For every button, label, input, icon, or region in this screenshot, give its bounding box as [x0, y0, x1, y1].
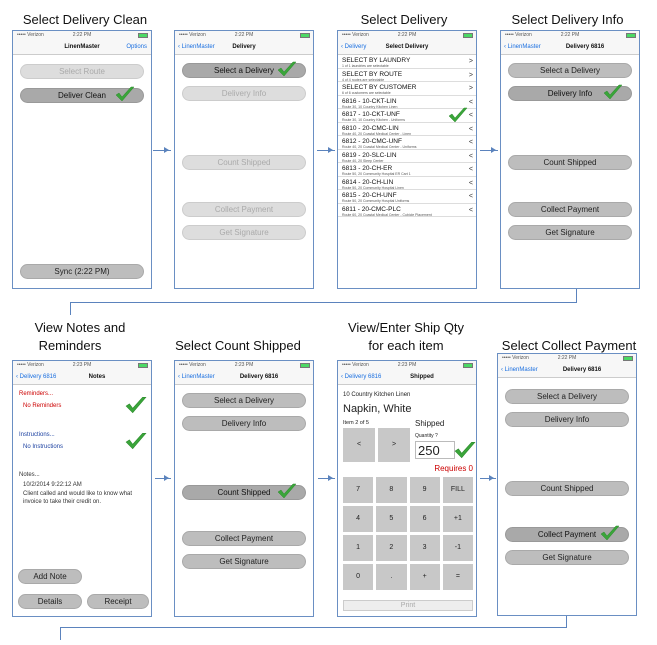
carrier-label: ••••• Verizon	[179, 362, 206, 368]
list-item-subtitle: Route 60, 20 Coastal Medical Center - Cubicle Placement	[342, 212, 432, 217]
status-time: 2:23 PM	[397, 362, 417, 368]
status-bar	[175, 31, 313, 40]
select-delivery-label: Select a Delivery	[213, 66, 275, 75]
delivery-info-button[interactable]: Delivery Info	[505, 412, 629, 427]
reminders-heading: Reminders...	[19, 391, 54, 397]
list-item-subtitle: Route 30, 10 Country Kitchen Linen	[342, 104, 398, 109]
phone-screen-notes	[12, 360, 152, 617]
list-item[interactable]	[338, 150, 476, 164]
battery-icon	[463, 33, 473, 38]
keypad-key[interactable]: 5	[376, 506, 406, 532]
note-date: 10/2/2014 9:22:12 AM	[23, 482, 82, 488]
nav-title: Delivery 6816	[239, 374, 279, 380]
back-button[interactable]: ‹ LinenMaster	[501, 367, 538, 373]
item-count: Item 2 of 5	[343, 420, 369, 426]
chevron-left-icon: <	[468, 179, 473, 187]
details-button[interactable]: Details	[18, 594, 82, 609]
count-shipped-button[interactable]: Count Shipped	[508, 155, 632, 170]
carrier-label: ••••• Verizon	[179, 32, 206, 38]
no-reminders-text: No Reminders	[23, 403, 62, 409]
deliver-clean-label: Deliver Clean	[57, 91, 107, 100]
prev-item-button[interactable]: <	[343, 428, 375, 462]
status-bar	[338, 31, 476, 40]
print-button[interactable]: Print	[343, 600, 473, 611]
select-delivery-button[interactable]	[182, 63, 306, 78]
chevron-left-icon: <	[468, 206, 473, 214]
list-item-title: 6810 - 20-CMC-LIN	[342, 124, 399, 132]
battery-icon	[300, 363, 310, 368]
nav-title: LinenMaster	[64, 44, 100, 50]
list-item[interactable]	[338, 55, 476, 69]
list-item-subtitle: 4 of 4 routes are selectable	[342, 77, 385, 82]
count-shipped-button[interactable]: Count Shipped	[182, 155, 306, 170]
chevron-left-icon: <	[468, 193, 473, 200]
checkmark-icon	[115, 86, 135, 102]
list-item[interactable]	[338, 204, 476, 218]
keypad-key[interactable]: .	[376, 564, 406, 590]
battery-icon	[463, 363, 473, 368]
add-note-button[interactable]: Add Note	[18, 569, 82, 584]
list-item-subtitle: Route 40, 20 Coastal Medical Center - Linen	[342, 131, 412, 136]
flow-arrow	[480, 150, 498, 151]
status-bar	[338, 361, 476, 370]
list-item[interactable]	[338, 123, 476, 137]
connector-line	[60, 627, 61, 640]
checkmark-icon	[448, 107, 468, 123]
keypad-key[interactable]: 9	[410, 477, 440, 503]
keypad-key[interactable]: =	[443, 564, 473, 590]
nav-title: Delivery	[232, 44, 256, 50]
carrier-label: ••••• Verizon	[342, 362, 369, 368]
select-route-button[interactable]: Select Route	[20, 64, 144, 79]
keypad	[343, 477, 473, 590]
list-item[interactable]	[338, 136, 476, 150]
status-bar	[175, 361, 313, 370]
caption-view-enter-qty-2: for each item	[368, 338, 444, 353]
carrier-label: ••••• Verizon	[505, 32, 532, 38]
status-bar	[13, 361, 151, 370]
flow-arrow	[155, 478, 171, 479]
customer-name: 10 Country Kitchen Linen	[343, 392, 411, 398]
list-item-title: SELECT BY ROUTE	[342, 70, 403, 78]
back-label: LinenMaster	[181, 374, 215, 380]
list-item-title: SELECT BY LAUNDRY	[342, 57, 411, 64]
list-item-title: 6812 - 20-CMC-UNF	[342, 138, 402, 145]
receipt-button[interactable]: Receipt	[87, 594, 149, 609]
phone-screen-select-delivery	[337, 30, 477, 289]
keypad-key[interactable]: -1	[443, 535, 473, 561]
list-item-title: 6817 - 10-CKT-UNF	[342, 111, 400, 118]
checkmark-icon	[277, 61, 297, 77]
list-item-subtitle: Route 40, 20 Coastal Medical Center - Uniforms	[342, 145, 417, 149]
list-item[interactable]	[338, 82, 476, 96]
back-label: Delivery	[344, 44, 367, 50]
back-label: LinenMaster	[504, 367, 538, 373]
count-shipped-button[interactable]: Count Shipped	[505, 481, 629, 496]
back-label: LinenMaster	[181, 44, 215, 50]
sync-button[interactable]: Sync (2:22 PM)	[20, 264, 144, 279]
deliver-clean-button[interactable]	[20, 88, 144, 103]
get-signature-button[interactable]: Get Signature	[182, 225, 306, 240]
status-time: 2:22 PM	[72, 32, 92, 38]
chevron-left-icon: <	[468, 125, 473, 133]
caption-select-delivery-info: Select Delivery Info	[511, 12, 624, 27]
collect-payment-button[interactable]: Collect Payment	[182, 531, 306, 546]
list-item[interactable]	[338, 190, 476, 204]
flow-arrow	[317, 150, 335, 151]
battery-icon	[300, 33, 310, 38]
phone-screen-home	[12, 30, 152, 289]
list-item-subtitle: Route 50, 20 Community Hospital Uniforms	[342, 199, 410, 203]
nav-title: Delivery 6816	[565, 44, 605, 50]
phone-screen-delivery-6816	[500, 30, 640, 289]
phone-screen-collect-payment	[497, 353, 637, 616]
keypad-key[interactable]: 7	[343, 477, 373, 503]
back-label: LinenMaster	[507, 44, 541, 50]
collect-payment-label: Collect Payment	[537, 530, 597, 539]
collect-payment-button[interactable]: Collect Payment	[508, 202, 632, 217]
select-delivery-button[interactable]: Select a Delivery	[182, 393, 306, 408]
connector-line	[576, 289, 577, 302]
back-button[interactable]: ‹ LinenMaster	[504, 44, 541, 50]
chevron-right-icon: >	[468, 85, 473, 92]
status-time: 2:22 PM	[234, 32, 254, 38]
keypad-key[interactable]: 1	[343, 535, 373, 561]
list-item-subtitle: Route 40, 20 Sleep Center	[342, 158, 384, 163]
status-bar	[498, 354, 636, 363]
status-time: 2:23 PM	[234, 362, 254, 368]
carrier-label: ••••• Verizon	[17, 32, 44, 38]
carrier-label: ••••• Verizon	[502, 355, 529, 361]
note-text: Client called and would like to know what invoice to take their credit on.	[23, 491, 133, 505]
checkmark-icon	[603, 84, 623, 100]
quantity-field[interactable]: 250	[415, 441, 455, 459]
phone-screen-shipped	[337, 360, 477, 617]
caption-view-notes-2: Reminders	[38, 338, 102, 353]
nav-bar	[175, 40, 313, 55]
list-item[interactable]	[338, 163, 476, 177]
connector-line	[70, 302, 71, 315]
get-signature-button[interactable]: Get Signature	[182, 554, 306, 569]
back-button[interactable]: ‹ LinenMaster	[178, 44, 215, 50]
status-time: 2:22 PM	[560, 32, 580, 38]
list-item-title: 6819 - 20-SLC-LIN	[342, 151, 397, 159]
list-item-title: 6816 - 10-CKT-LIN	[342, 97, 397, 105]
nav-title: Delivery 6816	[562, 367, 602, 373]
status-time: 2:23 PM	[72, 362, 92, 368]
list-item-subtitle: 1 of 1 laundries are selectable	[342, 64, 389, 68]
flow-arrow	[153, 150, 171, 151]
nav-title: Shipped	[410, 374, 434, 380]
chevron-right-icon: >	[468, 71, 473, 79]
select-delivery-button[interactable]: Select a Delivery	[505, 389, 629, 404]
requires-label: Requires 0	[434, 464, 473, 473]
list-item[interactable]	[338, 177, 476, 191]
keypad-key[interactable]: +1	[443, 506, 473, 532]
battery-icon	[626, 33, 636, 38]
status-bar	[501, 31, 639, 40]
list-item-subtitle: Route 50, 20 Community Hospital Linen	[342, 185, 404, 190]
battery-icon	[623, 356, 633, 361]
list-item-title: 6813 - 20-CH-ER	[342, 165, 393, 172]
delivery-info-button[interactable]: Delivery Info	[182, 416, 306, 431]
nav-bar	[13, 40, 151, 55]
next-item-button[interactable]: >	[378, 428, 410, 462]
status-bar	[13, 31, 151, 40]
instructions-heading: Instructions...	[19, 432, 55, 438]
caption-select-count-shipped: Select Count Shipped	[175, 338, 301, 353]
get-signature-button[interactable]: Get Signature	[508, 225, 632, 240]
checkmark-icon	[454, 441, 476, 459]
chevron-left-icon: <	[468, 139, 473, 146]
status-time: 2:22 PM	[557, 355, 577, 361]
caption-select-collect-payment: Select Collect Payment	[501, 338, 637, 353]
delivery-info-button[interactable]	[508, 86, 632, 101]
chevron-left-icon: <	[468, 166, 473, 173]
notes-heading: Notes...	[19, 472, 40, 478]
chevron-left-icon: <	[468, 152, 473, 160]
list-item-subtitle: 6 of 6 customers are selectable	[342, 91, 391, 95]
phone-screen-delivery	[174, 30, 314, 289]
nav-bar	[338, 370, 476, 385]
connector-line	[60, 627, 567, 628]
nav-bar	[501, 40, 639, 55]
keypad-key[interactable]: FILL	[443, 477, 473, 503]
carrier-label: ••••• Verizon	[17, 362, 44, 368]
back-button[interactable]: ‹ LinenMaster	[178, 374, 215, 380]
nav-title: Notes	[88, 374, 106, 380]
chevron-left-icon: <	[468, 112, 473, 119]
delivery-list	[338, 55, 476, 217]
keypad-key[interactable]: 6	[410, 506, 440, 532]
shipped-label: Shipped	[415, 419, 445, 428]
nav-title: Select Delivery	[385, 44, 429, 50]
chevron-right-icon: >	[468, 58, 473, 65]
count-shipped-label: Count Shipped	[217, 488, 271, 497]
list-item-title: 6814 - 20-CH-LIN	[342, 178, 394, 186]
caption-select-delivery: Select Delivery	[360, 12, 448, 27]
back-button[interactable]: ‹ Delivery	[341, 44, 367, 50]
count-shipped-button[interactable]	[182, 485, 306, 500]
battery-icon	[138, 363, 148, 368]
no-instructions-text: No Instructions	[23, 444, 64, 450]
flow-arrow	[480, 478, 496, 479]
collect-payment-button[interactable]	[505, 527, 629, 542]
keypad-key[interactable]: 3	[410, 535, 440, 561]
get-signature-button[interactable]: Get Signature	[505, 550, 629, 565]
back-button[interactable]: ‹ Delivery 6816	[16, 374, 57, 380]
caption-view-notes-1: View Notes and	[34, 320, 126, 335]
nav-bar	[498, 363, 636, 378]
select-delivery-button[interactable]: Select a Delivery	[508, 63, 632, 78]
nav-bar	[338, 40, 476, 55]
keypad-key[interactable]: 2	[376, 535, 406, 561]
checkmark-icon	[125, 432, 147, 450]
keypad-key[interactable]: 4	[343, 506, 373, 532]
delivery-info-label: Delivery Info	[547, 89, 593, 98]
nav-bar	[13, 370, 151, 385]
quantity-label: Quantity ?	[415, 433, 438, 439]
item-name: Napkin, White	[343, 403, 412, 415]
keypad-key[interactable]: +	[410, 564, 440, 590]
list-item[interactable]	[338, 69, 476, 83]
back-label: Delivery 6816	[19, 374, 57, 380]
list-item-title: SELECT BY CUSTOMER	[342, 84, 417, 91]
back-button[interactable]: ‹ Delivery 6816	[341, 374, 382, 380]
list-item-title: 6811 - 20-CMC-PLC	[342, 205, 401, 213]
phone-screen-count-shipped	[174, 360, 314, 617]
delivery-info-button[interactable]: Delivery Info	[182, 86, 306, 101]
list-item-title: 6815 - 20-CH-UNF	[342, 192, 397, 199]
list-item-subtitle: Route 30, 10 Country Kitchen - Uniforms	[342, 118, 406, 122]
collect-payment-button[interactable]: Collect Payment	[182, 202, 306, 217]
carrier-label: ••••• Verizon	[342, 32, 369, 38]
checkmark-icon	[600, 525, 620, 541]
keypad-key[interactable]: 0	[343, 564, 373, 590]
chevron-left-icon: <	[468, 98, 473, 106]
back-label: Delivery 6816	[344, 374, 382, 380]
checkmark-icon	[125, 396, 147, 414]
keypad-key[interactable]: 8	[376, 477, 406, 503]
nav-bar	[175, 370, 313, 385]
flow-arrow	[318, 478, 335, 479]
options-button[interactable]: Options	[126, 44, 147, 50]
caption-select-delivery-clean: Select Delivery Clean	[22, 12, 148, 27]
list-item-subtitle: Route 50, 20 Community Hospital ER Cart 1	[342, 172, 411, 176]
checkmark-icon	[277, 483, 297, 499]
caption-view-enter-qty-1: View/Enter Ship Qty	[347, 320, 465, 335]
battery-icon	[138, 33, 148, 38]
status-time: 2:22 PM	[397, 32, 417, 38]
connector-line	[70, 302, 577, 303]
